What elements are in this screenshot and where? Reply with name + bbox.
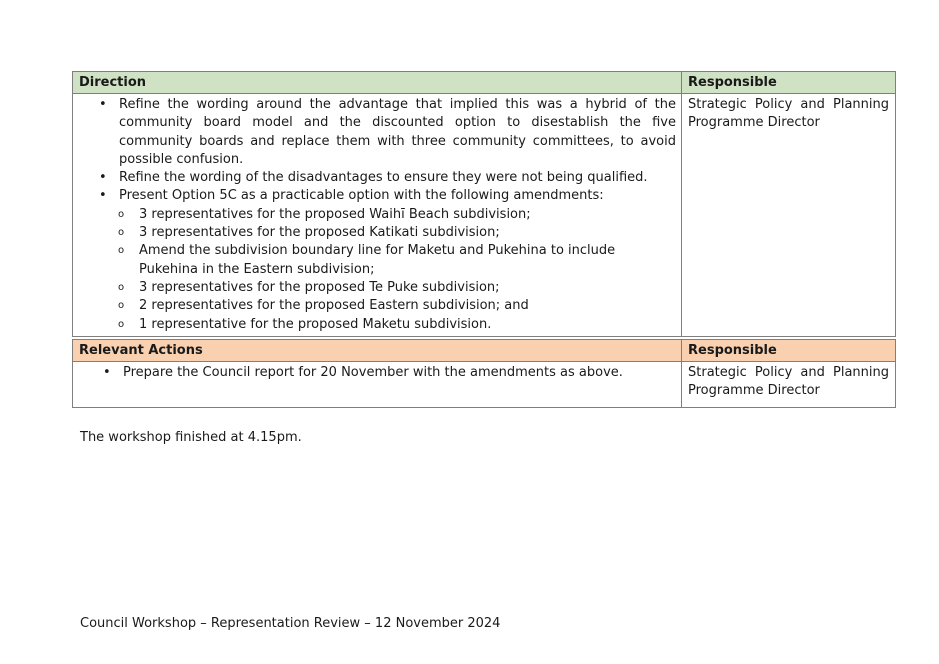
direction-bullet: • Refine the wording around the advantage that implied this was a hybrid of the community board model and the discounted option to disestablish the five community boards and replace them with three community committees, to avoid possible confusion. bbox=[73, 96, 681, 169]
closing-text: The workshop finished at 4.15pm. bbox=[80, 430, 302, 445]
actions-responsible-cell bbox=[682, 362, 896, 408]
actions-list bbox=[73, 364, 681, 382]
actions-cell bbox=[73, 362, 682, 408]
direction-sub-bullet: o Amend the subdivision boundary line for Maketu and Pukehina to include Pukehina in the Eastern subdivision; bbox=[73, 242, 681, 279]
responsible-line: Strategic Policy and Planning bbox=[688, 97, 889, 112]
actions-table bbox=[72, 339, 896, 408]
responsible-header: Responsible bbox=[682, 72, 896, 94]
responsible-line: Programme Director bbox=[688, 115, 820, 131]
actions-header: Relevant Actions bbox=[73, 340, 682, 362]
direction-header: Direction bbox=[73, 72, 682, 94]
page-footer: Council Workshop – Representation Review – 12 November 2024 bbox=[80, 616, 501, 631]
direction-sub-bullet: o 3 representatives for the proposed Katikati subdivision; bbox=[73, 224, 681, 242]
direction-sub-bullet: o 2 representatives for the proposed Eastern subdivision; and bbox=[73, 297, 681, 315]
responsible-line: Programme Director bbox=[688, 383, 820, 399]
direction-sub-bullet: o 3 representatives for the proposed Te Puke subdivision; bbox=[73, 279, 681, 297]
direction-responsible-cell bbox=[682, 94, 896, 337]
direction-table bbox=[72, 71, 896, 337]
responsible-header: Responsible bbox=[682, 340, 896, 362]
direction-bullet: • Refine the wording of the disadvantages to ensure they were not being qualified. bbox=[73, 169, 681, 187]
direction-list bbox=[73, 96, 681, 334]
direction-sub-bullet: o 1 representative for the proposed Maketu subdivision. bbox=[73, 316, 681, 334]
direction-cell bbox=[73, 94, 682, 337]
responsible-line: Strategic Policy and Planning bbox=[688, 365, 889, 380]
direction-sub-bullet: o 3 representatives for the proposed Waihī Beach subdivision; bbox=[73, 206, 681, 224]
action-bullet: • Prepare the Council report for 20 November with the amendments as above. bbox=[73, 364, 681, 382]
direction-bullet: • Present Option 5C as a practicable option with the following amendments: bbox=[73, 187, 681, 205]
